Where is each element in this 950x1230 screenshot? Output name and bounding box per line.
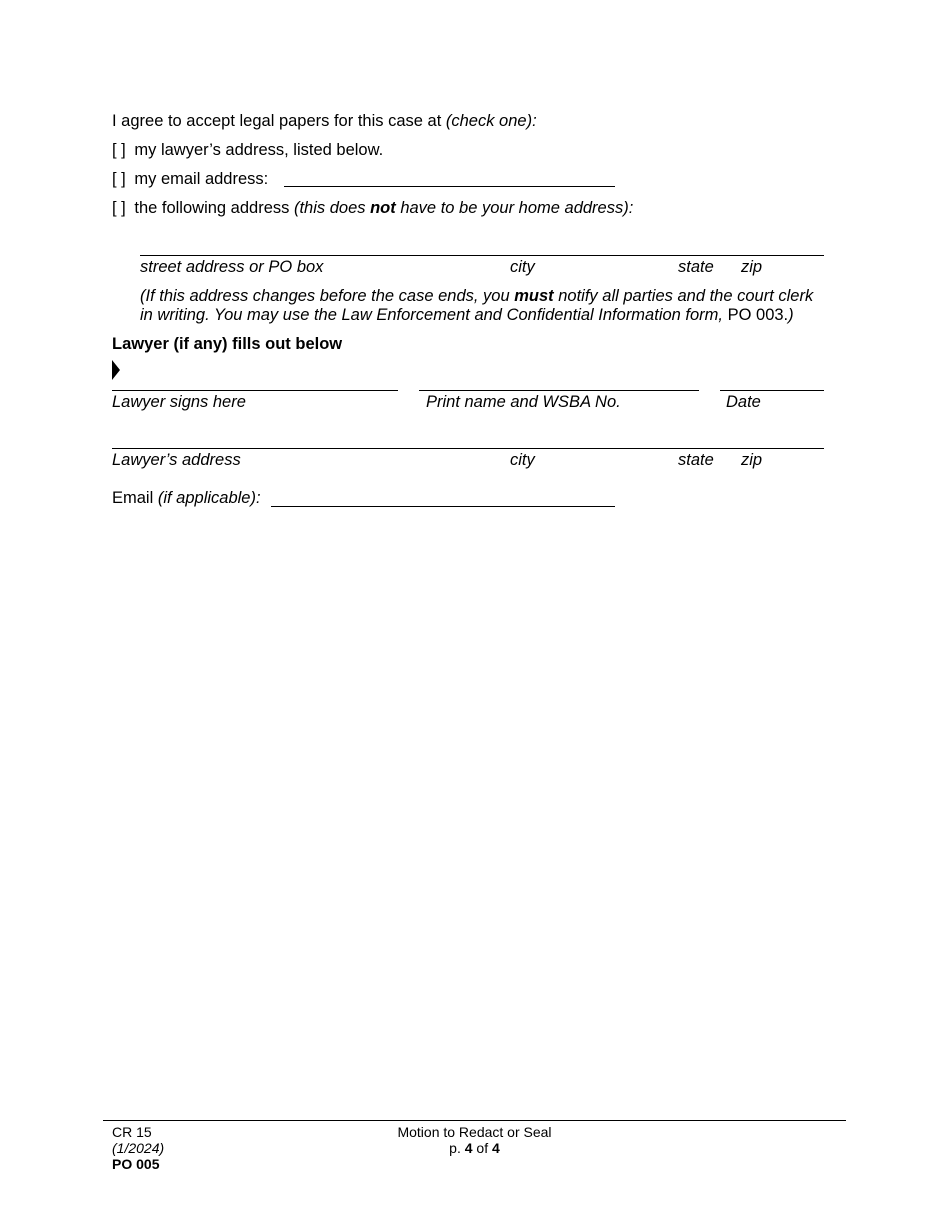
footer-rule: [103, 1120, 846, 1121]
footer-page-number: p. 4 of 4: [449, 1140, 500, 1156]
accept-intro: I agree to accept legal papers for this case at (check one):: [112, 112, 537, 130]
street-label: street address or PO box: [140, 258, 324, 276]
city-label: city: [510, 258, 535, 276]
checkbox[interactable]: [ ]: [112, 170, 126, 188]
option-label: my email address:: [134, 170, 269, 188]
option-lawyer-address[interactable]: [112, 141, 383, 160]
state-label: state: [678, 258, 714, 276]
lawyer-email-field[interactable]: [271, 506, 615, 507]
option-label: the following address: [134, 199, 294, 217]
footer-form-number: PO 005: [112, 1156, 160, 1172]
footer-rule-number: CR 15: [112, 1124, 152, 1140]
date-label: Date: [726, 393, 761, 411]
address-note-line2: in writing. You may use the Law Enforcement and Confidential Information form, PO 003.): [140, 306, 794, 324]
lawyer-heading: Lawyer (if any) fills out below: [112, 335, 343, 353]
option-following-address[interactable]: [ ] the following address (this does not have to be your home address):: [112, 199, 634, 217]
zip-label: zip: [741, 258, 763, 276]
email-address-field[interactable]: [284, 186, 615, 187]
lawyer-signs-label: Lawyer signs here: [112, 393, 246, 411]
lawyer-state-label: state: [678, 451, 714, 469]
lawyer-city-label: city: [510, 451, 535, 469]
option-label: my lawyer’s address, listed below.: [134, 141, 384, 159]
arrow-marker-icon: [112, 360, 121, 380]
checkbox[interactable]: [ ]: [112, 141, 126, 159]
lawyer-name-line[interactable]: [419, 390, 699, 391]
address-line[interactable]: [140, 255, 824, 256]
lawyer-zip-label: zip: [741, 451, 763, 469]
lawyer-email-label: Email (if applicable):: [112, 489, 261, 507]
lawyer-address-label: Lawyer’s address: [112, 451, 241, 469]
footer-date: (1/2024): [112, 1140, 165, 1156]
footer-title: Motion to Redact or Seal: [397, 1124, 552, 1140]
option-email-address[interactable]: [112, 170, 268, 189]
lawyer-signature-line[interactable]: [112, 390, 398, 391]
checkbox[interactable]: [ ]: [112, 199, 126, 217]
lawyer-address-line[interactable]: [112, 448, 824, 449]
lawyer-date-line[interactable]: [720, 390, 824, 391]
print-name-label: Print name and WSBA No.: [426, 393, 621, 411]
address-note-line1: (If this address changes before the case ends, you must notify all parties and the court clerk: [140, 287, 814, 305]
